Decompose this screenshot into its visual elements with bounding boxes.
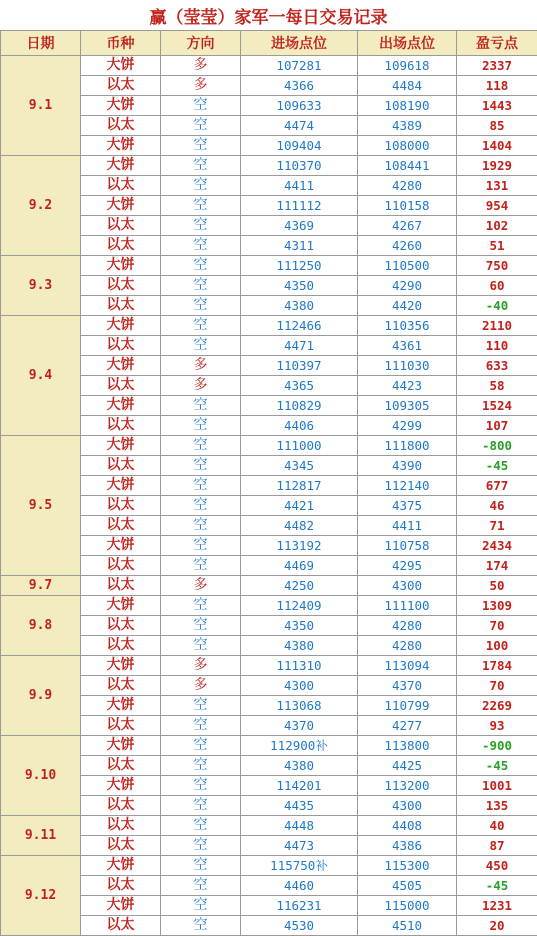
direction-cell: 空 <box>161 476 241 496</box>
coin-cell: 以太 <box>81 516 161 536</box>
entry-price-cell: 112466 <box>241 316 358 336</box>
exit-price-cell: 110758 <box>358 536 457 556</box>
pnl-cell: -45 <box>457 876 537 896</box>
direction-cell: 空 <box>161 716 241 736</box>
direction-cell: 空 <box>161 336 241 356</box>
pnl-cell: 107 <box>457 416 537 436</box>
pnl-cell: 1309 <box>457 596 537 616</box>
entry-price-cell: 4380 <box>241 756 358 776</box>
exit-price-cell: 4300 <box>358 796 457 816</box>
direction-cell: 空 <box>161 256 241 276</box>
pnl-cell: 87 <box>457 836 537 856</box>
exit-price-cell: 4484 <box>358 76 457 96</box>
direction-cell: 空 <box>161 416 241 436</box>
exit-price-cell: 108190 <box>358 96 457 116</box>
direction-cell: 空 <box>161 856 241 876</box>
exit-price-cell: 4423 <box>358 376 457 396</box>
pnl-cell: 131 <box>457 176 537 196</box>
direction-cell: 空 <box>161 836 241 856</box>
pnl-cell: -45 <box>457 756 537 776</box>
pnl-cell: 1443 <box>457 96 537 116</box>
exit-price-cell: 4411 <box>358 516 457 536</box>
pnl-cell: 85 <box>457 116 537 136</box>
header-row <box>1 31 537 56</box>
pnl-cell: 1001 <box>457 776 537 796</box>
direction-cell: 空 <box>161 216 241 236</box>
pnl-cell: -45 <box>457 456 537 476</box>
pnl-cell: 677 <box>457 476 537 496</box>
direction-cell: 空 <box>161 776 241 796</box>
direction-cell: 空 <box>161 456 241 476</box>
table-row <box>1 296 537 316</box>
exit-price-cell: 4267 <box>358 216 457 236</box>
table-row <box>1 896 537 916</box>
table-row <box>1 416 537 436</box>
pnl-cell: 1231 <box>457 896 537 916</box>
date-cell: 9.12 <box>1 856 81 936</box>
table-row <box>1 176 537 196</box>
pnl-cell: 450 <box>457 856 537 876</box>
coin-cell: 以太 <box>81 676 161 696</box>
pnl-cell: 1524 <box>457 396 537 416</box>
date-cell: 9.11 <box>1 816 81 856</box>
entry-price-cell: 111112 <box>241 196 358 216</box>
table-row <box>1 536 537 556</box>
direction-cell: 空 <box>161 396 241 416</box>
table-row <box>1 556 537 576</box>
pnl-cell: 58 <box>457 376 537 396</box>
coin-cell: 以太 <box>81 296 161 316</box>
direction-cell: 空 <box>161 616 241 636</box>
direction-cell: 空 <box>161 876 241 896</box>
direction-cell: 多 <box>161 56 241 76</box>
entry-price-cell: 111250 <box>241 256 358 276</box>
table-row <box>1 236 537 256</box>
entry-price-cell: 4311 <box>241 236 358 256</box>
direction-cell: 空 <box>161 236 241 256</box>
coin-cell: 以太 <box>81 496 161 516</box>
pnl-cell: 2110 <box>457 316 537 336</box>
table-row <box>1 456 537 476</box>
entry-price-cell: 4448 <box>241 816 358 836</box>
exit-price-cell: 4389 <box>358 116 457 136</box>
table-row <box>1 396 537 416</box>
direction-cell: 空 <box>161 756 241 776</box>
coin-cell: 以太 <box>81 616 161 636</box>
entry-price-cell: 113192 <box>241 536 358 556</box>
table-row <box>1 316 537 336</box>
table-row <box>1 916 537 936</box>
table-row <box>1 836 537 856</box>
exit-price-cell: 111100 <box>358 596 457 616</box>
entry-price-cell: 4365 <box>241 376 358 396</box>
coin-cell: 大饼 <box>81 256 161 276</box>
direction-cell: 空 <box>161 496 241 516</box>
date-cell: 9.7 <box>1 576 81 596</box>
trade-table <box>0 30 537 936</box>
header-exit: 出场点位 <box>358 31 457 56</box>
coin-cell: 以太 <box>81 416 161 436</box>
coin-cell: 大饼 <box>81 776 161 796</box>
table-row <box>1 736 537 756</box>
pnl-cell: -800 <box>457 436 537 456</box>
exit-price-cell: 4370 <box>358 676 457 696</box>
coin-cell: 以太 <box>81 236 161 256</box>
exit-price-cell: 4361 <box>358 336 457 356</box>
direction-cell: 多 <box>161 576 241 596</box>
pnl-cell: 51 <box>457 236 537 256</box>
entry-price-cell: 4350 <box>241 276 358 296</box>
date-cell: 9.10 <box>1 736 81 816</box>
direction-cell: 空 <box>161 556 241 576</box>
date-cell: 9.2 <box>1 156 81 256</box>
pnl-cell: 20 <box>457 916 537 936</box>
entry-price-cell: 4250 <box>241 576 358 596</box>
pnl-cell: 70 <box>457 616 537 636</box>
direction-cell: 空 <box>161 296 241 316</box>
pnl-cell: 60 <box>457 276 537 296</box>
coin-cell: 大饼 <box>81 736 161 756</box>
table-header <box>1 31 537 56</box>
exit-price-cell: 4260 <box>358 236 457 256</box>
exit-price-cell: 112140 <box>358 476 457 496</box>
pnl-cell: 102 <box>457 216 537 236</box>
table-row <box>1 636 537 656</box>
exit-price-cell: 4300 <box>358 576 457 596</box>
entry-price-cell: 111000 <box>241 436 358 456</box>
coin-cell: 大饼 <box>81 196 161 216</box>
pnl-cell: 135 <box>457 796 537 816</box>
pnl-cell: -40 <box>457 296 537 316</box>
coin-cell: 以太 <box>81 376 161 396</box>
direction-cell: 空 <box>161 916 241 936</box>
direction-cell: 多 <box>161 676 241 696</box>
pnl-cell: 118 <box>457 76 537 96</box>
pnl-cell: 750 <box>457 256 537 276</box>
entry-price-cell: 112817 <box>241 476 358 496</box>
direction-cell: 多 <box>161 656 241 676</box>
pnl-cell: 70 <box>457 676 537 696</box>
table-row <box>1 56 537 76</box>
coin-cell: 以太 <box>81 276 161 296</box>
pnl-cell: 2434 <box>457 536 537 556</box>
entry-price-cell: 109404 <box>241 136 358 156</box>
date-cell: 9.1 <box>1 56 81 156</box>
exit-price-cell: 4505 <box>358 876 457 896</box>
direction-cell: 空 <box>161 176 241 196</box>
table-row <box>1 136 537 156</box>
direction-cell: 空 <box>161 436 241 456</box>
entry-price-cell: 4380 <box>241 636 358 656</box>
entry-price-cell: 116231 <box>241 896 358 916</box>
direction-cell: 空 <box>161 136 241 156</box>
pnl-cell: 954 <box>457 196 537 216</box>
table-row <box>1 756 537 776</box>
coin-cell: 以太 <box>81 336 161 356</box>
exit-price-cell: 110356 <box>358 316 457 336</box>
table-row <box>1 596 537 616</box>
entry-price-cell: 110397 <box>241 356 358 376</box>
entry-price-cell: 112900补 <box>241 736 358 756</box>
direction-cell: 空 <box>161 536 241 556</box>
sheet-title: 赢（莹莹）家军一每日交易记录 <box>0 0 537 31</box>
entry-price-cell: 4380 <box>241 296 358 316</box>
entry-price-cell: 4473 <box>241 836 358 856</box>
direction-cell: 空 <box>161 276 241 296</box>
coin-cell: 以太 <box>81 636 161 656</box>
direction-cell: 空 <box>161 196 241 216</box>
exit-price-cell: 109305 <box>358 396 457 416</box>
pnl-cell: 40 <box>457 816 537 836</box>
entry-price-cell: 4421 <box>241 496 358 516</box>
direction-cell: 多 <box>161 76 241 96</box>
direction-cell: 空 <box>161 796 241 816</box>
table-row <box>1 376 537 396</box>
date-cell: 9.4 <box>1 316 81 436</box>
exit-price-cell: 113200 <box>358 776 457 796</box>
pnl-cell: 46 <box>457 496 537 516</box>
coin-cell: 以太 <box>81 816 161 836</box>
coin-cell: 大饼 <box>81 476 161 496</box>
coin-cell: 大饼 <box>81 896 161 916</box>
pnl-cell: 2337 <box>457 56 537 76</box>
pnl-cell: 100 <box>457 636 537 656</box>
entry-price-cell: 109633 <box>241 96 358 116</box>
coin-cell: 大饼 <box>81 396 161 416</box>
coin-cell: 大饼 <box>81 156 161 176</box>
entry-price-cell: 4345 <box>241 456 358 476</box>
entry-price-cell: 110370 <box>241 156 358 176</box>
table-row <box>1 676 537 696</box>
table-row <box>1 516 537 536</box>
direction-cell: 空 <box>161 736 241 756</box>
date-cell: 9.3 <box>1 256 81 316</box>
coin-cell: 以太 <box>81 456 161 476</box>
direction-cell: 空 <box>161 896 241 916</box>
entry-price-cell: 107281 <box>241 56 358 76</box>
header-coin: 币种 <box>81 31 161 56</box>
table-row <box>1 776 537 796</box>
exit-price-cell: 108441 <box>358 156 457 176</box>
direction-cell: 空 <box>161 316 241 336</box>
entry-price-cell: 4474 <box>241 116 358 136</box>
exit-price-cell: 111030 <box>358 356 457 376</box>
coin-cell: 大饼 <box>81 856 161 876</box>
exit-price-cell: 4425 <box>358 756 457 776</box>
entry-price-cell: 4411 <box>241 176 358 196</box>
exit-price-cell: 111800 <box>358 436 457 456</box>
pnl-cell: 93 <box>457 716 537 736</box>
exit-price-cell: 110500 <box>358 256 457 276</box>
direction-cell: 多 <box>161 356 241 376</box>
coin-cell: 以太 <box>81 76 161 96</box>
direction-cell: 空 <box>161 156 241 176</box>
pnl-cell: 633 <box>457 356 537 376</box>
entry-price-cell: 4366 <box>241 76 358 96</box>
coin-cell: 大饼 <box>81 56 161 76</box>
entry-price-cell: 4469 <box>241 556 358 576</box>
entry-price-cell: 4350 <box>241 616 358 636</box>
table-row <box>1 816 537 836</box>
table-row <box>1 216 537 236</box>
direction-cell: 多 <box>161 376 241 396</box>
exit-price-cell: 108000 <box>358 136 457 156</box>
coin-cell: 以太 <box>81 756 161 776</box>
exit-price-cell: 4386 <box>358 836 457 856</box>
table-row <box>1 196 537 216</box>
exit-price-cell: 4295 <box>358 556 457 576</box>
coin-cell: 大饼 <box>81 316 161 336</box>
entry-price-cell: 4471 <box>241 336 358 356</box>
coin-cell: 大饼 <box>81 436 161 456</box>
exit-price-cell: 4420 <box>358 296 457 316</box>
table-row <box>1 796 537 816</box>
exit-price-cell: 113800 <box>358 736 457 756</box>
date-cell: 9.5 <box>1 436 81 576</box>
coin-cell: 大饼 <box>81 696 161 716</box>
pnl-cell: 1929 <box>457 156 537 176</box>
pnl-cell: 1784 <box>457 656 537 676</box>
coin-cell: 以太 <box>81 876 161 896</box>
coin-cell: 以太 <box>81 796 161 816</box>
coin-cell: 大饼 <box>81 136 161 156</box>
exit-price-cell: 4390 <box>358 456 457 476</box>
table-row <box>1 436 537 456</box>
direction-cell: 空 <box>161 116 241 136</box>
table-row <box>1 336 537 356</box>
exit-price-cell: 4290 <box>358 276 457 296</box>
entry-price-cell: 4482 <box>241 516 358 536</box>
date-cell: 9.8 <box>1 596 81 656</box>
entry-price-cell: 112409 <box>241 596 358 616</box>
exit-price-cell: 4299 <box>358 416 457 436</box>
exit-price-cell: 4375 <box>358 496 457 516</box>
exit-price-cell: 4408 <box>358 816 457 836</box>
header-pnl: 盈亏点 <box>457 31 537 56</box>
direction-cell: 空 <box>161 636 241 656</box>
direction-cell: 空 <box>161 516 241 536</box>
pnl-cell: 1404 <box>457 136 537 156</box>
exit-price-cell: 4280 <box>358 616 457 636</box>
coin-cell: 以太 <box>81 176 161 196</box>
exit-price-cell: 4280 <box>358 636 457 656</box>
table-row <box>1 356 537 376</box>
entry-price-cell: 114201 <box>241 776 358 796</box>
coin-cell: 以太 <box>81 716 161 736</box>
coin-cell: 大饼 <box>81 536 161 556</box>
exit-price-cell: 115300 <box>358 856 457 876</box>
pnl-cell: 110 <box>457 336 537 356</box>
table-row <box>1 116 537 136</box>
exit-price-cell: 113094 <box>358 656 457 676</box>
table-row <box>1 576 537 596</box>
pnl-cell: -900 <box>457 736 537 756</box>
exit-price-cell: 110158 <box>358 196 457 216</box>
coin-cell: 大饼 <box>81 96 161 116</box>
table-row <box>1 76 537 96</box>
coin-cell: 大饼 <box>81 356 161 376</box>
table-row <box>1 256 537 276</box>
exit-price-cell: 109618 <box>358 56 457 76</box>
table-body <box>1 56 537 936</box>
pnl-cell: 2269 <box>457 696 537 716</box>
entry-price-cell: 111310 <box>241 656 358 676</box>
table-row <box>1 96 537 116</box>
pnl-cell: 71 <box>457 516 537 536</box>
direction-cell: 空 <box>161 696 241 716</box>
direction-cell: 空 <box>161 816 241 836</box>
table-row <box>1 696 537 716</box>
entry-price-cell: 113068 <box>241 696 358 716</box>
pnl-cell: 50 <box>457 576 537 596</box>
coin-cell: 以太 <box>81 916 161 936</box>
coin-cell: 以太 <box>81 116 161 136</box>
table-row <box>1 856 537 876</box>
direction-cell: 空 <box>161 596 241 616</box>
exit-price-cell: 110799 <box>358 696 457 716</box>
exit-price-cell: 4277 <box>358 716 457 736</box>
exit-price-cell: 4510 <box>358 916 457 936</box>
entry-price-cell: 4460 <box>241 876 358 896</box>
table-row <box>1 716 537 736</box>
header-direction: 方向 <box>161 31 241 56</box>
entry-price-cell: 4435 <box>241 796 358 816</box>
table-row <box>1 496 537 516</box>
table-row <box>1 476 537 496</box>
exit-price-cell: 4280 <box>358 176 457 196</box>
direction-cell: 空 <box>161 96 241 116</box>
table-row <box>1 156 537 176</box>
header-date: 日期 <box>1 31 81 56</box>
entry-price-cell: 4406 <box>241 416 358 436</box>
date-cell: 9.9 <box>1 656 81 736</box>
table-row <box>1 276 537 296</box>
coin-cell: 以太 <box>81 836 161 856</box>
entry-price-cell: 4370 <box>241 716 358 736</box>
exit-price-cell: 115000 <box>358 896 457 916</box>
entry-price-cell: 110829 <box>241 396 358 416</box>
header-entry: 进场点位 <box>241 31 358 56</box>
table-row <box>1 656 537 676</box>
table-row <box>1 616 537 636</box>
coin-cell: 以太 <box>81 216 161 236</box>
entry-price-cell: 115750补 <box>241 856 358 876</box>
coin-cell: 大饼 <box>81 596 161 616</box>
coin-cell: 以太 <box>81 556 161 576</box>
entry-price-cell: 4300 <box>241 676 358 696</box>
coin-cell: 以太 <box>81 576 161 596</box>
coin-cell: 大饼 <box>81 656 161 676</box>
table-row <box>1 876 537 896</box>
entry-price-cell: 4530 <box>241 916 358 936</box>
pnl-cell: 174 <box>457 556 537 576</box>
entry-price-cell: 4369 <box>241 216 358 236</box>
